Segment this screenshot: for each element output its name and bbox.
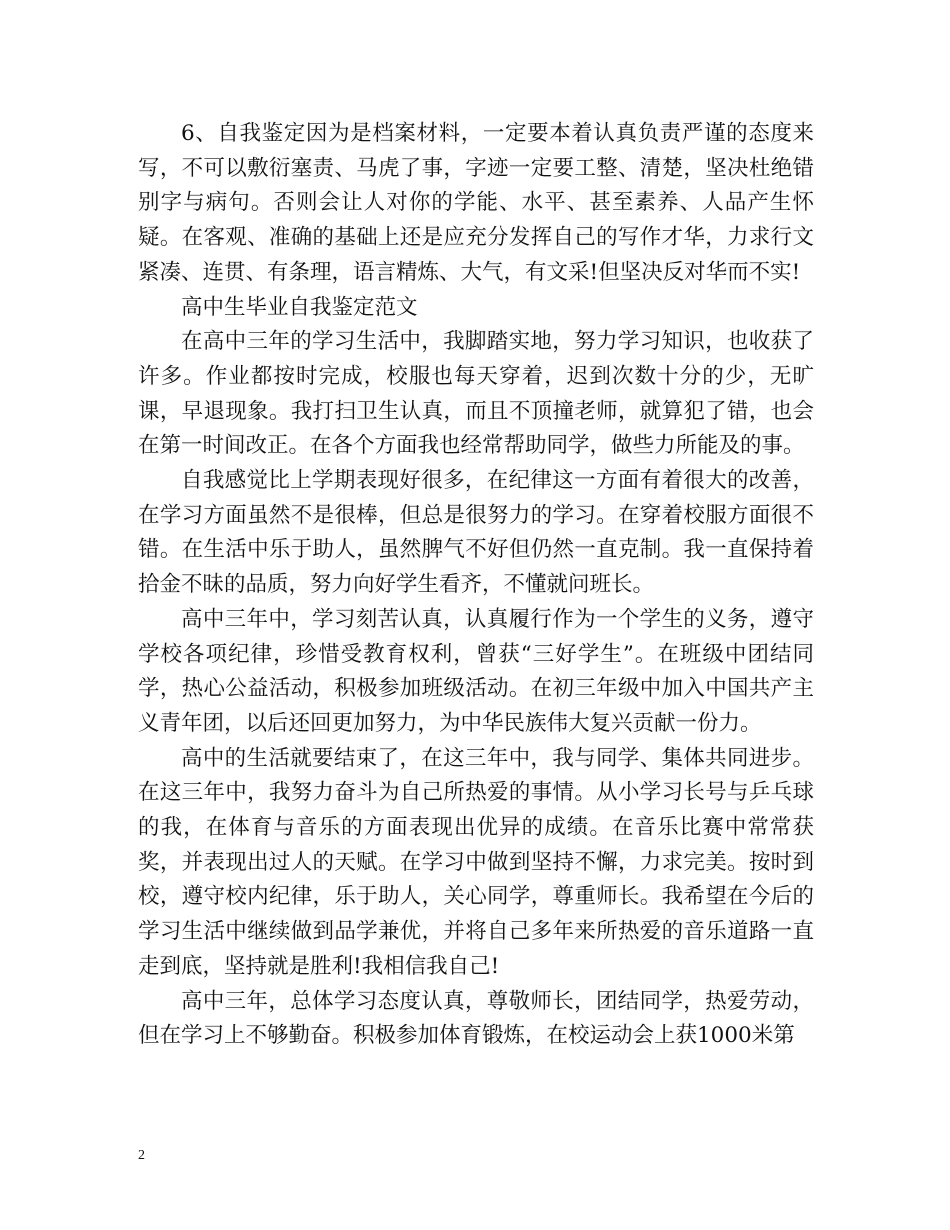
section-heading: 高中生毕业自我鉴定范文 xyxy=(181,294,418,320)
paragraph-summary: 高中三年，总体学习态度认真，尊敬师长，团结同学，热爱劳动，但在学习上不够勤奋。积极参加体育锻炼，在校运动会上获1000米第 xyxy=(138,988,814,1049)
paragraph-self-assessment: 自我感觉比上学期表现好很多，在纪律这一方面有着很大的改善，在学习方面虽然不是很棒，但总是很努力的学习。在穿着校服方面很不错。在生活中乐于助人，虽然脾气不好但仍然一直克制。我一直保持着拾金不昧的品质，努力向好学生看齐，不懂就问班长。 xyxy=(138,468,814,598)
paragraph-three-years: 高中三年中，学习刻苦认真，认真履行作为一个学生的义务，遵守学校各项纪律，珍惜受教育权利，曾获“三好学生”。在班级中团结同学，热心公益活动，积极参加班级活动。在初三年级中加入中国共产主义青年团，以后还回更加努力，为中华民族伟大复兴贡献一份力。 xyxy=(138,606,814,736)
document-body xyxy=(138,117,814,1054)
paragraph-study-life: 在高中三年的学习生活中，我脚踏实地，努力学习知识，也收获了许多。作业都按时完成，校服也每天穿着，迟到次数十分的少，无旷课，早退现象。我打扫卫生认真，而且不顶撞老师，就算犯了错，也会在第一时间改正。在各个方面我也经常帮助同学，做些力所能及的事。 xyxy=(138,329,814,459)
paragraph-graduation: 高中的生活就要结束了，在这三年中，我与同学、集体共同进步。在这三年中，我努力奋斗为自己所热爱的事情。从小学习长号与乒乓球的我，在体育与音乐的方面表现出优异的成绩。在音乐比赛中常常获奖，并表现出过人的天赋。在学习中做到坚持不懈，力求完美。按时到校，遵守校内纪律，乐于助人，关心同学，尊重师长。我希望在今后的学习生活中继续做到品学兼优，并将自己多年来所热爱的音乐道路一直走到底，坚持就是胜利!我相信我自己! xyxy=(138,745,814,979)
page-number: 2 xyxy=(138,1148,145,1163)
paragraph-writing-advice: 6、自我鉴定因为是档案材料，一定要本着认真负责严谨的态度来写，不可以敷衍塞责、马虎了事，字迹一定要工整、清楚，坚决杜绝错别字与病句。否则会让人对你的学能、水平、甚至素养、人品产生怀疑。在客观、准确的基础上还是应充分发挥自己的写作才华，力求行文紧凑、连贯、有条理，语言精炼、大气，有文采!但坚决反对华而不实! xyxy=(138,121,814,285)
